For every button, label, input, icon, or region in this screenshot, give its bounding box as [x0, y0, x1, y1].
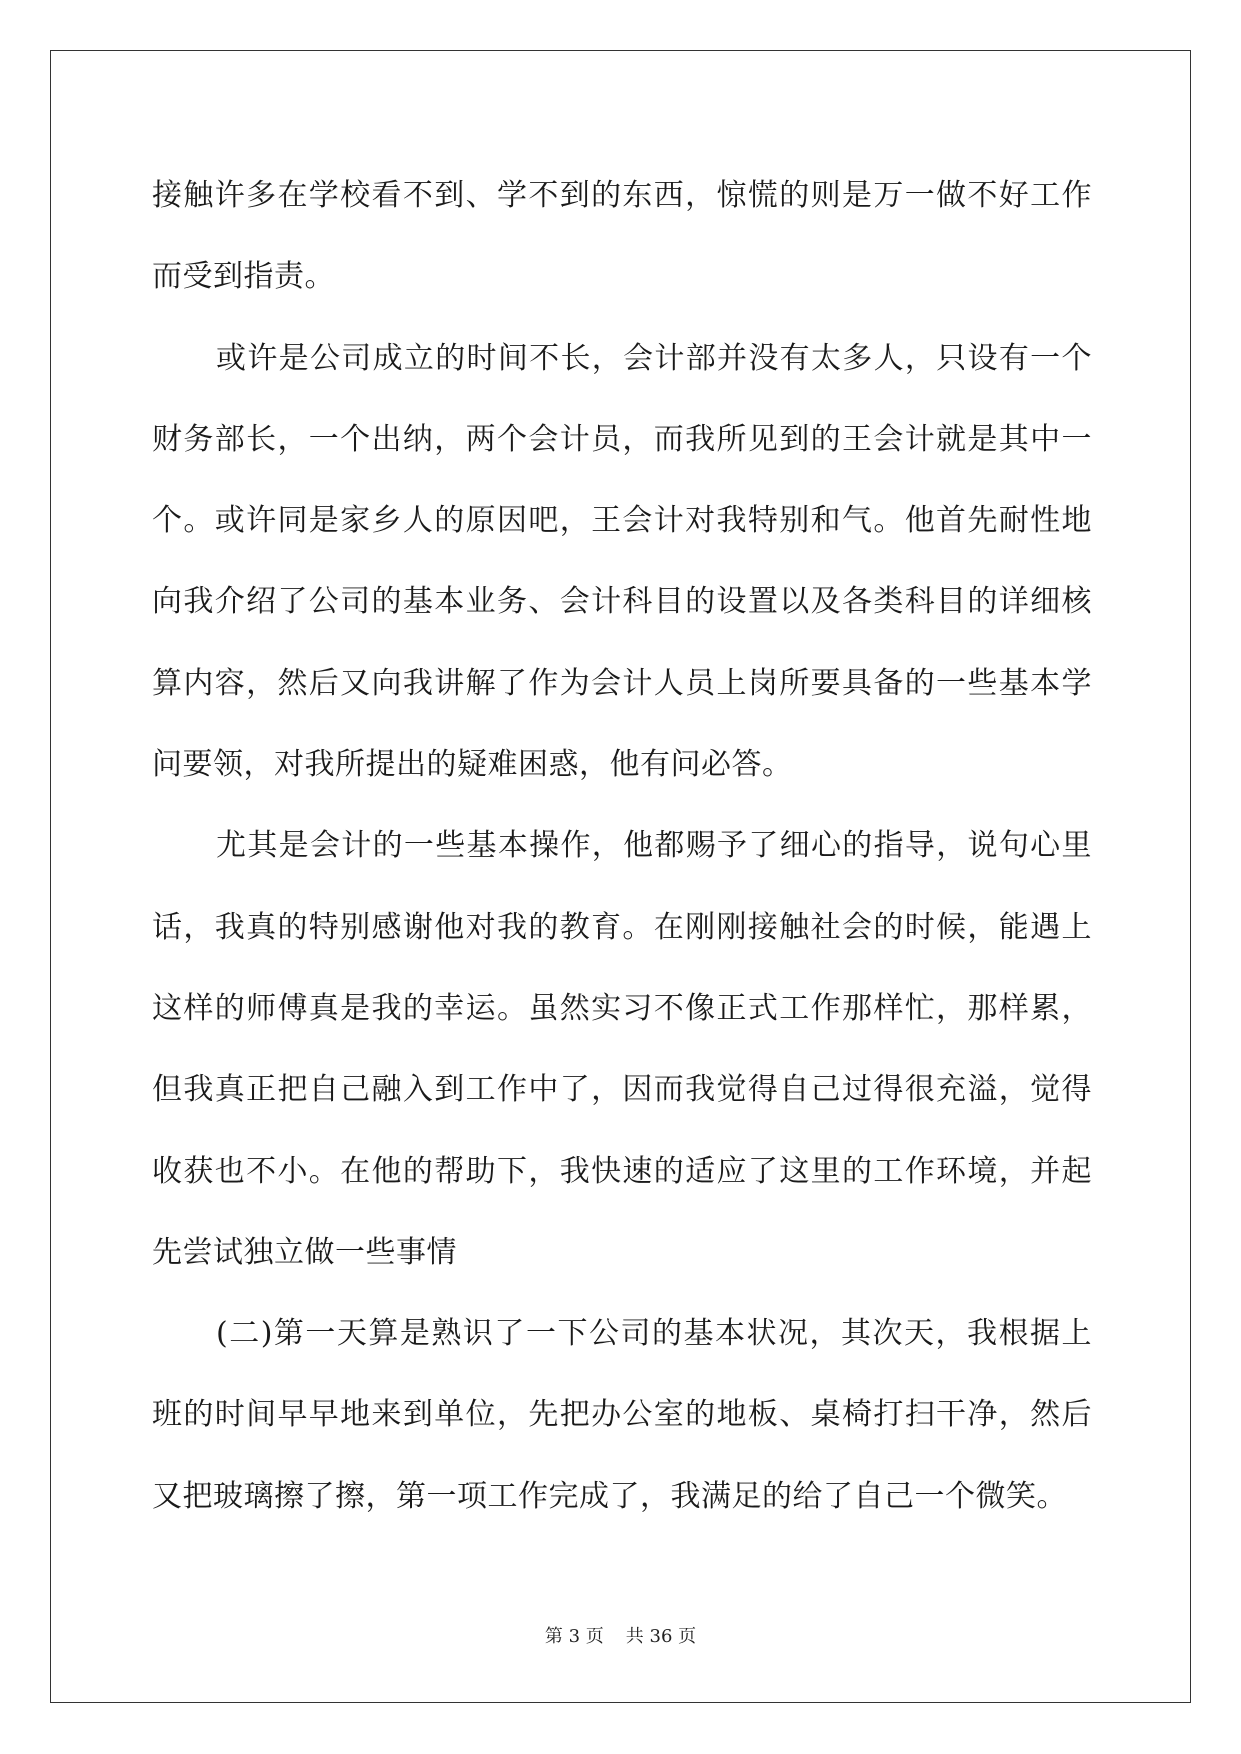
- text-line: (二)第一天算是熟识了一下公司的基本状况，其次天，我根据上: [216, 1316, 1092, 1352]
- paragraph: [152, 318, 1092, 806]
- text-line: 收获也不小。在他的帮助下，我快速的适应了这里的工作环境，并起: [152, 1153, 1092, 1189]
- page-number: 第 3 页: [544, 1626, 604, 1647]
- page-total: 共 36 页: [625, 1626, 697, 1647]
- text-line: 个。或许同是家乡人的原因吧，王会计对我特别和气。他首先耐性地: [152, 503, 1092, 539]
- paragraph: [152, 805, 1092, 1293]
- text-line: 话，我真的特别感谢他对我的教育。在刚刚接触社会的时候，能遇上: [152, 909, 1092, 945]
- text-line: 算内容，然后又向我讲解了作为会计人员上岗所要具备的一些基本学: [152, 665, 1092, 701]
- text-line: 接触许多在学校看不到、学不到的东西，惊慌的则是万一做不好工作: [152, 178, 1092, 213]
- text-line: 财务部长，一个出纳，两个会计员，而我所见到的王会计就是其中一: [152, 421, 1092, 457]
- text-line: 而受到指责。: [152, 259, 335, 295]
- text-line: 先尝试独立做一些事情: [152, 1234, 457, 1270]
- paragraph: [152, 155, 1092, 318]
- text-line: 问要领，对我所提出的疑难困惑，他有问必答。: [152, 747, 793, 783]
- text-line: 尤其是会计的一些基本操作，他都赐予了细心的指导，说句心里: [216, 828, 1092, 864]
- body-text: [152, 155, 1092, 1537]
- paragraph: [152, 1293, 1092, 1537]
- page-footer: [0, 1622, 1241, 1648]
- text-line: 向我介绍了公司的基本业务、会计科目的设置以及各类科目的详细核: [152, 584, 1092, 620]
- text-line: 又把玻璃擦了擦，第一项工作完成了，我满足的给了自己一个微笑。: [152, 1478, 1067, 1514]
- text-line: 或许是公司成立的时间不长，会计部并没有太多人，只设有一个: [216, 340, 1092, 376]
- text-line: 这样的师傅真是我的幸运。虽然实习不像正式工作那样忙，那样累，: [152, 990, 1092, 1026]
- text-line: 班的时间早早地来到单位，先把办公室的地板、桌椅打扫干净，然后: [152, 1397, 1092, 1433]
- text-line: 但我真正把自己融入到工作中了，因而我觉得自己过得很充溢，觉得: [152, 1072, 1092, 1108]
